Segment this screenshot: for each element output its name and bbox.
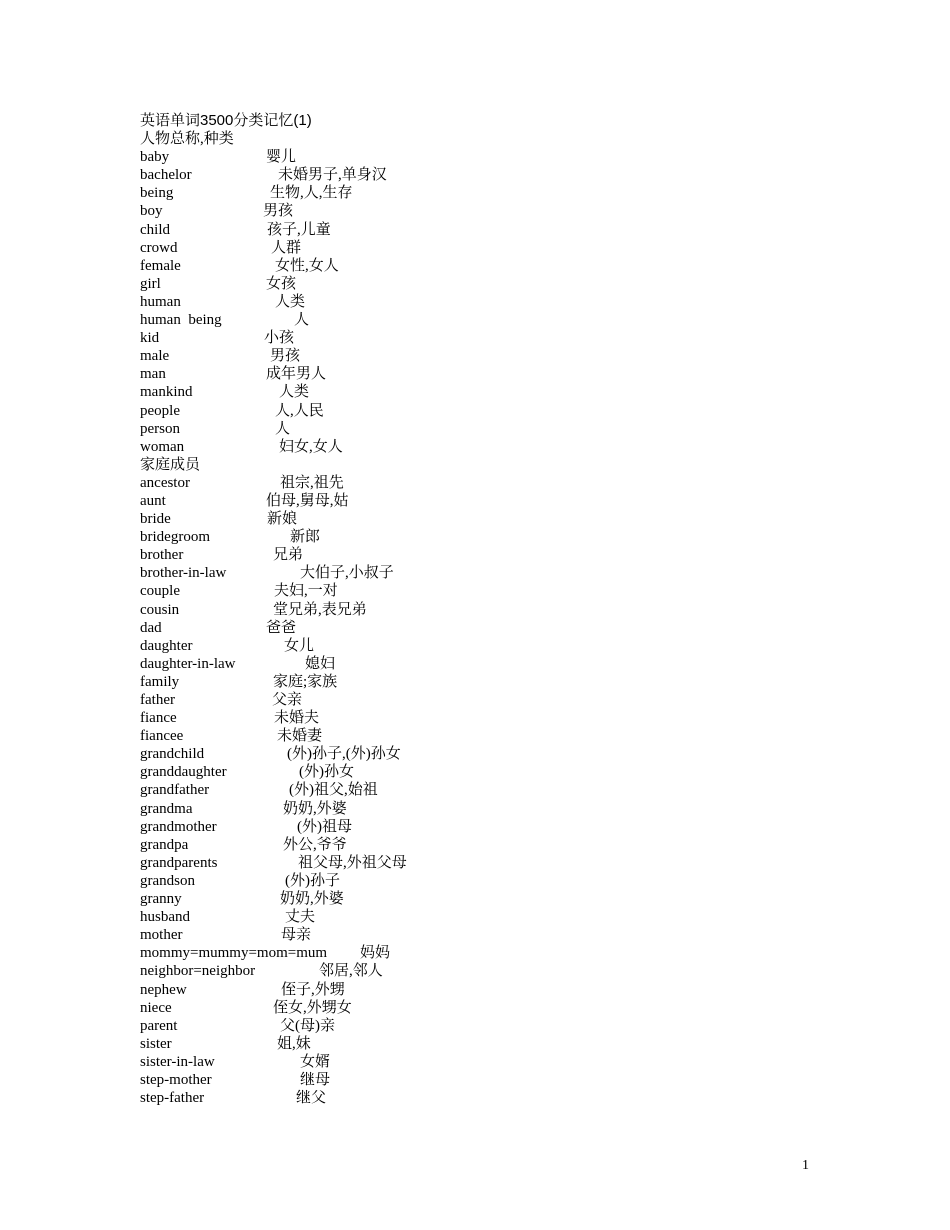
vocab-entry-grandson: [140, 872, 840, 890]
vocab-entry-brother-in-law: [140, 564, 840, 582]
vocab-entry-boy: [140, 202, 840, 220]
chinese-meaning: 媳妇: [305, 655, 336, 672]
english-word: step-mother: [140, 1071, 212, 1088]
chinese-meaning: 伯母,舅母,姑: [266, 492, 349, 509]
english-word: granddaughter: [140, 764, 227, 781]
vocab-entry-grandparents: [140, 854, 840, 872]
english-word: crowd: [140, 239, 178, 256]
vocab-entry-kid: [140, 329, 840, 347]
vocab-entry-step-father: [140, 1089, 840, 1107]
vocab-entry-step-mother: [140, 1071, 840, 1089]
chinese-meaning: 姐,妹: [277, 1035, 311, 1052]
chinese-meaning: 祖父母,外祖父母: [298, 854, 407, 871]
english-word: mommy=mummy=mom=mum: [140, 945, 328, 962]
vocab-entry-dad: [140, 619, 840, 637]
english-word: family: [140, 673, 180, 690]
vocab-entry-crowd: [140, 239, 840, 257]
english-word: girl: [140, 275, 161, 292]
english-word: parent: [140, 1017, 178, 1034]
chinese-meaning: 女儿: [284, 637, 315, 654]
vocab-entry-grandpa: [140, 836, 840, 854]
vocab-entry-neighbor: [140, 962, 840, 980]
chinese-meaning: (外)祖母: [297, 818, 352, 835]
chinese-meaning: 外公,爷爷: [283, 836, 347, 853]
english-word: couple: [140, 583, 180, 600]
english-word: step-father: [140, 1090, 205, 1107]
english-word: sister-in-law: [140, 1053, 215, 1070]
english-word: grandmother: [140, 818, 217, 835]
vocab-entry-bridegroom: [140, 528, 840, 546]
english-word: daughter-in-law: [140, 655, 236, 672]
chinese-meaning: (外)孙女: [299, 764, 354, 781]
vocab-entry-fiance: [140, 709, 840, 727]
english-word: daughter: [140, 637, 193, 654]
english-word: dad: [140, 619, 162, 636]
section-heading-people: 人物总称,种类: [140, 131, 234, 148]
vocab-entry-child: [140, 221, 840, 239]
chinese-meaning: 男孩: [270, 348, 301, 365]
chinese-meaning: 新娘: [267, 511, 298, 528]
page-number: 1: [802, 1158, 809, 1173]
chinese-meaning: 女婿: [300, 1053, 331, 1070]
vocab-entry-female: [140, 257, 840, 275]
vocab-entry-father: [140, 691, 840, 709]
chinese-meaning: 未婚妻: [277, 728, 323, 745]
vocab-entry-mankind: [140, 383, 840, 401]
vocab-entry-human-being: [140, 311, 840, 329]
vocab-entry-brother: [140, 546, 840, 564]
vocab-entry-bride: [140, 510, 840, 528]
chinese-meaning: 生物,人,生存: [270, 185, 353, 202]
chinese-meaning: 新郎: [290, 529, 321, 546]
vocab-entry-daughter: [140, 637, 840, 655]
english-word: grandfather: [140, 782, 210, 799]
chinese-meaning: 兄弟: [273, 547, 304, 564]
vocab-entry-people: [140, 402, 840, 420]
english-word: human being: [140, 312, 222, 329]
chinese-meaning: 未婚夫: [274, 710, 320, 727]
vocab-entry-person: [140, 420, 840, 438]
chinese-meaning: 妇女,女人: [279, 438, 343, 455]
english-word: brother-in-law: [140, 565, 227, 582]
english-word: man: [140, 366, 166, 383]
english-word: ancestor: [140, 474, 190, 491]
chinese-meaning: 人: [275, 420, 291, 437]
english-word: grandparents: [140, 854, 218, 871]
english-word: woman: [140, 438, 185, 455]
vocab-entry-nephew: [140, 981, 840, 999]
english-word: brother: [140, 547, 184, 564]
vocab-entry-granddaughter: [140, 763, 840, 781]
vocab-entry-husband: [140, 908, 840, 926]
chinese-meaning: 家庭;家族: [273, 673, 338, 690]
vocab-entry-being: [140, 184, 840, 202]
english-word: being: [140, 185, 174, 202]
english-word: father: [140, 692, 175, 708]
vocab-entry-couple: [140, 582, 840, 600]
document-title: 英语单词3500分类记忆(1): [140, 112, 312, 129]
english-word: child: [140, 221, 170, 238]
chinese-meaning: (外)祖父,始祖: [289, 782, 378, 799]
vocab-entry-parent: [140, 1017, 840, 1035]
vocab-entry-sister: [140, 1035, 840, 1053]
chinese-meaning: 孩子,儿童: [267, 221, 331, 238]
chinese-meaning: (外)孙子,(外)孙女: [287, 746, 401, 763]
english-word: grandma: [140, 800, 193, 817]
vocab-entry-mother: [140, 926, 840, 944]
chinese-meaning: 人,人民: [275, 402, 324, 419]
english-word: nephew: [140, 981, 187, 998]
section-heading-family: 家庭成员: [140, 456, 201, 473]
chinese-meaning: 人类: [275, 293, 306, 310]
english-word: bachelor: [140, 167, 192, 184]
vocab-entry-human: [140, 293, 840, 311]
document-content: [140, 112, 840, 1107]
chinese-meaning: 继母: [300, 1071, 331, 1088]
chinese-meaning: 爸爸: [266, 619, 297, 636]
vocab-entry-grandmother: [140, 818, 840, 836]
english-word: mankind: [140, 384, 193, 401]
chinese-meaning: 未婚男子,单身汉: [278, 167, 387, 184]
chinese-meaning: 人群: [271, 239, 302, 256]
chinese-meaning: 妈妈: [360, 945, 391, 962]
vocab-entry-grandma: [140, 800, 840, 818]
english-word: person: [140, 420, 180, 437]
vocab-entry-mommy: [140, 944, 840, 962]
english-word: fiancee: [140, 728, 184, 745]
english-word: human: [140, 293, 181, 310]
english-word: neighbor=neighbor: [140, 963, 256, 980]
chinese-meaning: 侄子,外甥: [281, 981, 345, 998]
english-word: niece: [140, 999, 172, 1016]
english-word: grandson: [140, 872, 195, 889]
vocab-entry-granny: [140, 890, 840, 908]
chinese-meaning: 女孩: [266, 275, 297, 292]
vocab-entry-man: [140, 365, 840, 383]
vocab-entry-family: [140, 673, 840, 691]
english-word: female: [140, 257, 181, 274]
vocab-entry-niece: [140, 999, 840, 1017]
english-word: fiance: [140, 710, 177, 727]
vocab-entry-cousin: [140, 601, 840, 619]
chinese-meaning: 夫妇,一对: [274, 583, 338, 600]
vocab-entry-baby: [140, 148, 840, 166]
chinese-meaning: 祖宗,祖先: [280, 474, 344, 491]
chinese-meaning: 成年男人: [266, 366, 327, 383]
chinese-meaning: 丈夫: [285, 909, 316, 926]
chinese-meaning: 人类: [279, 384, 310, 401]
chinese-meaning: 小孩: [264, 330, 295, 347]
english-word: husband: [140, 909, 190, 926]
vocab-entry-grandchild: [140, 745, 840, 763]
english-word: baby: [140, 149, 170, 166]
chinese-meaning: 继父: [296, 1090, 327, 1107]
chinese-meaning: 奶奶,外婆: [283, 800, 347, 817]
vocab-entry-daughter-in-law: [140, 655, 840, 673]
chinese-meaning: 邻居,邻人: [319, 963, 383, 980]
vocab-entry-woman: [140, 438, 840, 456]
english-word: male: [140, 348, 170, 365]
vocab-entry-bachelor: [140, 166, 840, 184]
chinese-meaning: 男孩: [263, 203, 294, 220]
vocab-entry-fiancee: [140, 727, 840, 745]
english-word: bride: [140, 511, 171, 528]
chinese-meaning: 侄女,外甥女: [273, 999, 352, 1016]
chinese-meaning: 婴儿: [266, 149, 297, 166]
chinese-meaning: 母亲: [281, 927, 312, 944]
english-word: sister: [140, 1035, 172, 1052]
vocab-entry-sister-in-law: [140, 1053, 840, 1071]
vocab-entry-male: [140, 347, 840, 365]
vocab-entry-girl: [140, 275, 840, 293]
chinese-meaning: 女性,女人: [275, 257, 339, 274]
english-word: boy: [140, 203, 163, 220]
english-word: bridegroom: [140, 529, 210, 546]
english-word: people: [140, 402, 180, 419]
chinese-meaning: 奶奶,外婆: [280, 891, 344, 908]
english-word: aunt: [140, 492, 166, 509]
english-word: grandchild: [140, 746, 205, 763]
chinese-meaning: 父(母)亲: [280, 1017, 335, 1034]
vocab-entry-ancestor: [140, 474, 840, 492]
english-word: cousin: [140, 601, 180, 618]
chinese-meaning: 大伯子,小叔子: [300, 565, 394, 582]
chinese-meaning: 堂兄弟,表兄弟: [273, 601, 367, 618]
english-word: kid: [140, 330, 160, 347]
english-word: mother: [140, 927, 183, 944]
vocab-entry-grandfather: [140, 781, 840, 799]
chinese-meaning: 父亲: [272, 692, 303, 708]
chinese-meaning: 人: [294, 312, 310, 329]
chinese-meaning: (外)孙子: [285, 872, 340, 889]
vocab-entry-aunt: [140, 492, 840, 510]
english-word: granny: [140, 891, 182, 908]
english-word: grandpa: [140, 836, 189, 853]
